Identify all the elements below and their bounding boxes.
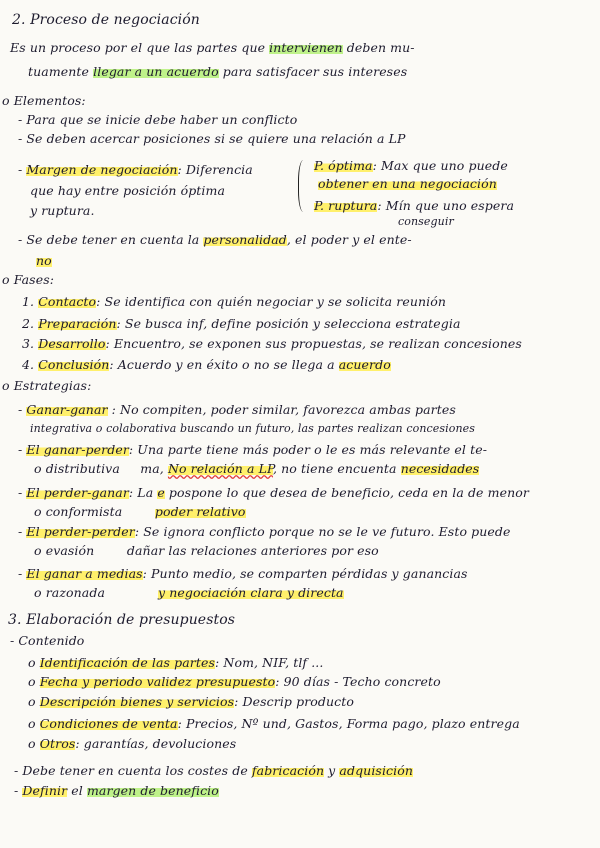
elements-line-1: - Para que se inicie debe haber un conflicto bbox=[18, 112, 298, 127]
strategy-win-win-2: integrativa o colaborativa buscando un futuro, las partes realizan concesiones bbox=[30, 422, 476, 435]
strategy-lose-lose: - El perder-perder: Se ignora conflicto porque no se le ve futuro. Esto puede bbox=[18, 524, 511, 539]
brace-mark bbox=[298, 160, 311, 212]
phase-preparation: 2. Preparación: Se busca inf, define posición y selecciona estrategia bbox=[22, 316, 461, 331]
subheading-strategies: o Estrategias: bbox=[2, 378, 92, 393]
definition-line-1: Es un proceso por el que las partes que intervienen deben mu- bbox=[10, 40, 415, 55]
section-heading-negotiation: 2. Proceso de negociación bbox=[12, 12, 200, 28]
rupture-position-line-2: conseguir bbox=[398, 215, 454, 228]
costs-line: - Debe tener en cuenta los costes de fabricación y adquisición bbox=[14, 763, 414, 778]
content-item-others: o Otros: garantías, devoluciones bbox=[28, 736, 237, 751]
content-item-description: o Descripción bienes y servicios: Descrip producto bbox=[28, 694, 354, 709]
phase-contact: 1. Contacto: Se identifica con quién negociar y se solicita reunión bbox=[22, 294, 447, 309]
subheading-content: - Contenido bbox=[10, 633, 85, 648]
elements-line-2: - Se deben acercar posiciones si se quiere una relación a LP bbox=[18, 131, 406, 146]
phase-conclusion: 4. Conclusión: Acuerdo y en éxito o no se llega a acuerdo bbox=[22, 357, 391, 372]
section-heading-budgets: 3. Elaboración de presupuestos bbox=[8, 612, 236, 628]
strategy-half-win-2: o razonada y negociación clara y directa bbox=[34, 585, 344, 600]
phase-development: 3. Desarrollo: Encuentro, se exponen sus propuestas, se realizan concesiones bbox=[22, 336, 522, 351]
margin-line-1: - Margen de negociación: Diferencia bbox=[18, 162, 253, 177]
optimal-position-line: P. óptima: Max que uno puede bbox=[314, 158, 508, 173]
subheading-elements: o Elementos: bbox=[2, 93, 86, 108]
content-item-dates: o Fecha y periodo validez presupuesto: 90 días - Techo concreto bbox=[28, 674, 441, 689]
personality-line: - Se debe tener en cuenta la personalidad, el poder y el ente- bbox=[18, 232, 412, 247]
optimal-position-line-2: obtener en una negociación bbox=[318, 176, 497, 191]
margin-benefit-line: - Definir el margen de beneficio bbox=[14, 783, 219, 798]
definition-line-2: tuamente llegar a un acuerdo para satisfacer sus intereses bbox=[28, 64, 408, 79]
rupture-position-line: P. ruptura: Mín que uno espera bbox=[314, 198, 515, 213]
subheading-phases: o Fases: bbox=[2, 272, 55, 287]
strategy-win-win: - Ganar-ganar : No compiten, poder similar, favorezca ambas partes bbox=[18, 402, 456, 417]
content-item-conditions: o Condiciones de venta: Precios, Nº und, Gastos, Forma pago, plazo entrega bbox=[28, 716, 520, 731]
strategy-lose-win-2: o conformista poder relativo bbox=[34, 504, 246, 519]
strategy-half-win: - El ganar a medias: Punto medio, se comparten pérdidas y ganancias bbox=[18, 566, 468, 581]
margin-line-2: que hay entre posición óptima bbox=[30, 183, 226, 198]
strategy-lose-win: - El perder-ganar: La e pospone lo que desea de beneficio, ceda en la de menor bbox=[18, 485, 529, 500]
strategy-lose-lose-2: o evasión dañar las relaciones anteriores por eso bbox=[34, 543, 379, 558]
personality-line-2: no bbox=[36, 253, 52, 268]
content-item-parties: o Identificación de las partes: Nom, NIF, tlf ... bbox=[28, 655, 324, 670]
strategy-win-lose-2: o distributiva ma, No relación a LP, no tiene encuenta necesidades bbox=[34, 461, 480, 476]
margin-line-3: y ruptura. bbox=[30, 203, 95, 218]
strategy-win-lose: - El ganar-perder: Una parte tiene más poder o le es más relevante el te- bbox=[18, 442, 488, 457]
